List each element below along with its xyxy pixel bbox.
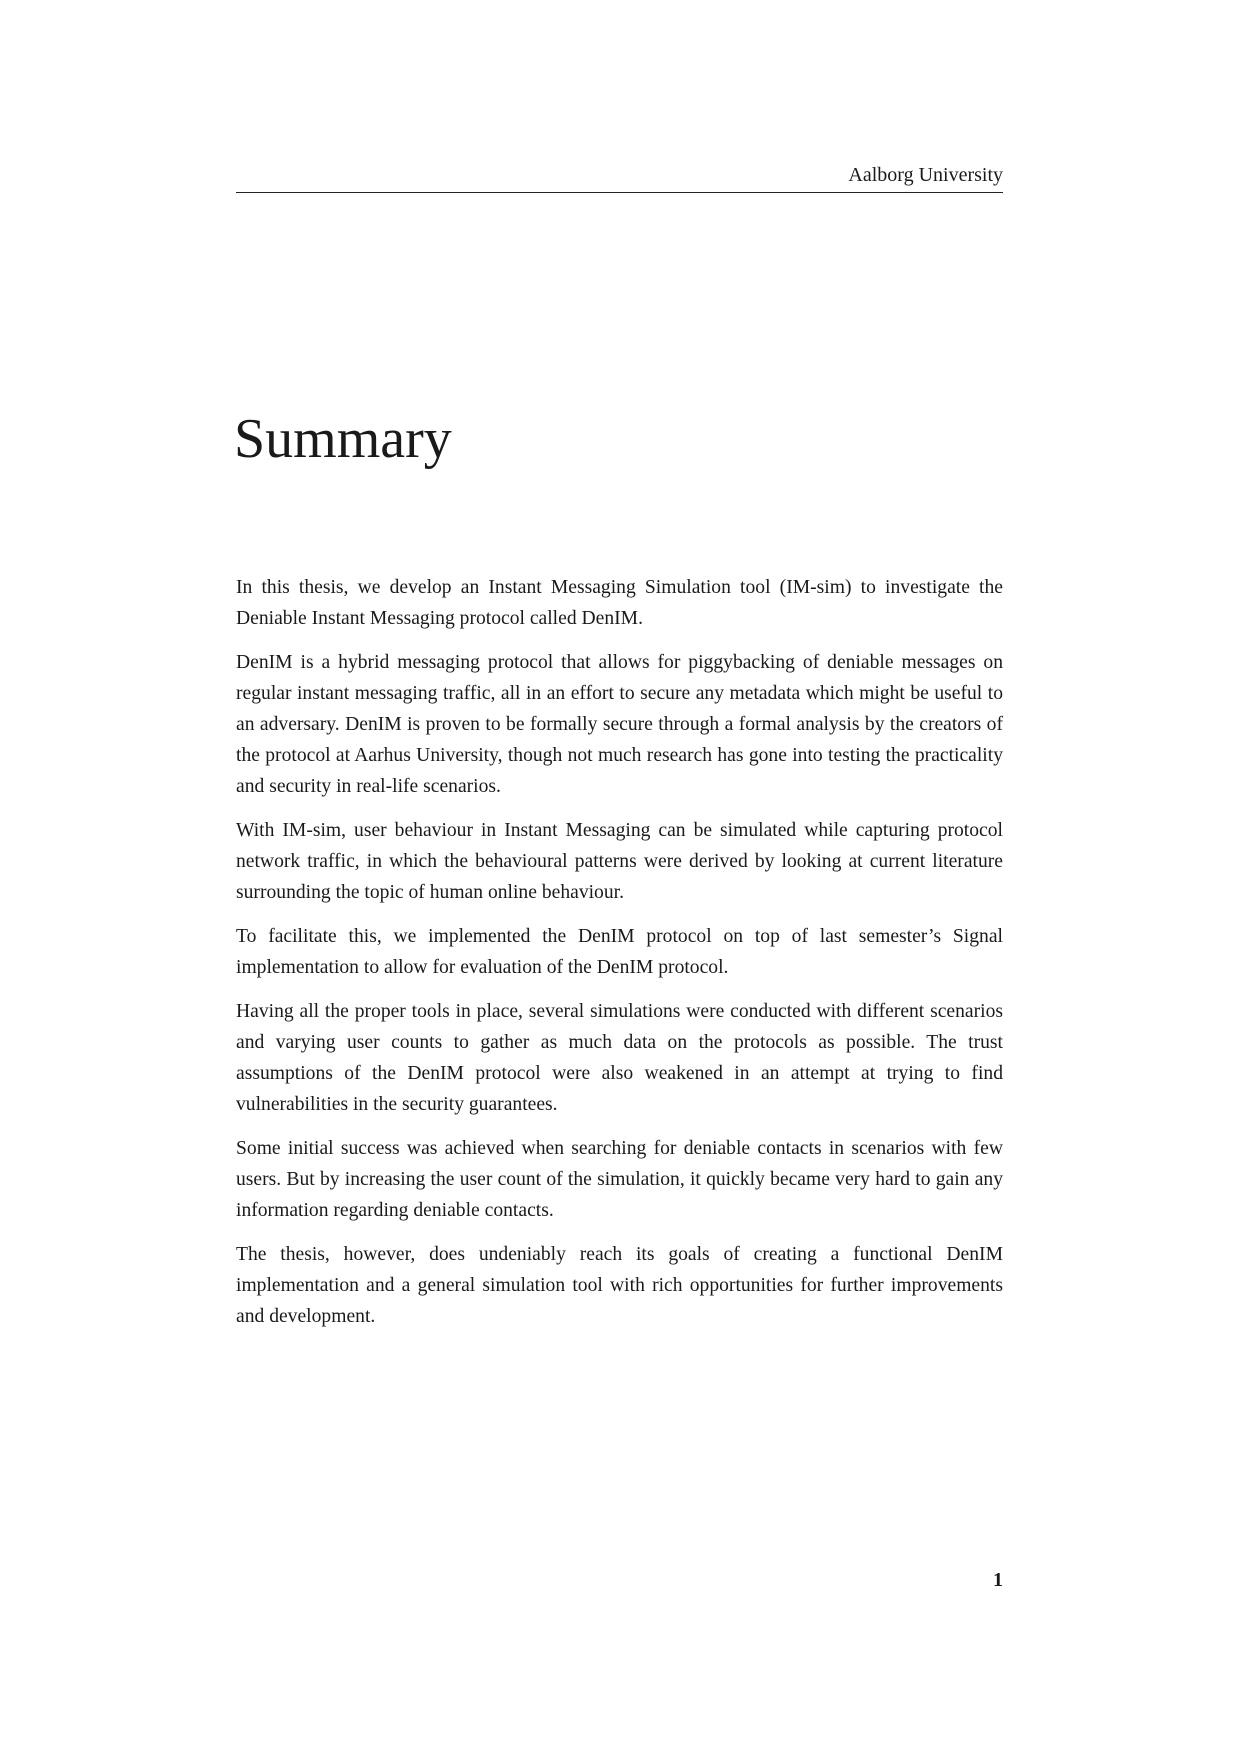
paragraph: Having all the proper tools in place, several simulations were conducted with different scenarios and varying user counts to gather as much data on the protocols as possible. The trust assumptions of the DenIM protocol were also weakened in an attempt at trying to find vulnerabilities in the security guarantees. — [236, 1001, 1003, 1115]
paragraph: To facilitate this, we implemented the DenIM protocol on top of last semester’s Signal implementation to allow for evaluation of the DenIM protocol. — [236, 926, 1003, 978]
header-institution: Aalborg University — [848, 164, 1003, 186]
page-number: 1 — [993, 1569, 1003, 1591]
paragraph: In this thesis, we develop an Instant Messaging Simulation tool (IM-sim) to investigate the Deniable Instant Messaging protocol called DenIM. — [236, 577, 1003, 629]
summary-body — [236, 572, 1003, 1345]
running-header — [236, 162, 1003, 193]
paragraph: Some initial success was achieved when searching for deniable contacts in scenarios with few users. But by increasing the user count of the simulation, it quickly became very hard to gain any information regarding deniable contacts. — [236, 1138, 1003, 1221]
paragraph: The thesis, however, does undeniably reach its goals of creating a functional DenIM implementation and a general simulation tool with rich opportunities for further improvements and development. — [236, 1244, 1003, 1327]
chapter-title: Summary — [234, 408, 452, 470]
paragraph: DenIM is a hybrid messaging protocol that allows for piggybacking of deniable messages on regular instant messaging traffic, all in an effort to secure any metadata which might be useful to an adversary. DenIM is proven to be formally secure through a formal analysis by the creators of the protocol at Aarhus University, though not much research has gone into testing the practicality and security in real-life scenarios. — [236, 652, 1003, 797]
paragraph: With IM-sim, user behaviour in Instant Messaging can be simulated while capturing protocol network traffic, in which the behavioural patterns were derived by looking at current literature surrounding the topic of human online behaviour. — [236, 820, 1003, 903]
